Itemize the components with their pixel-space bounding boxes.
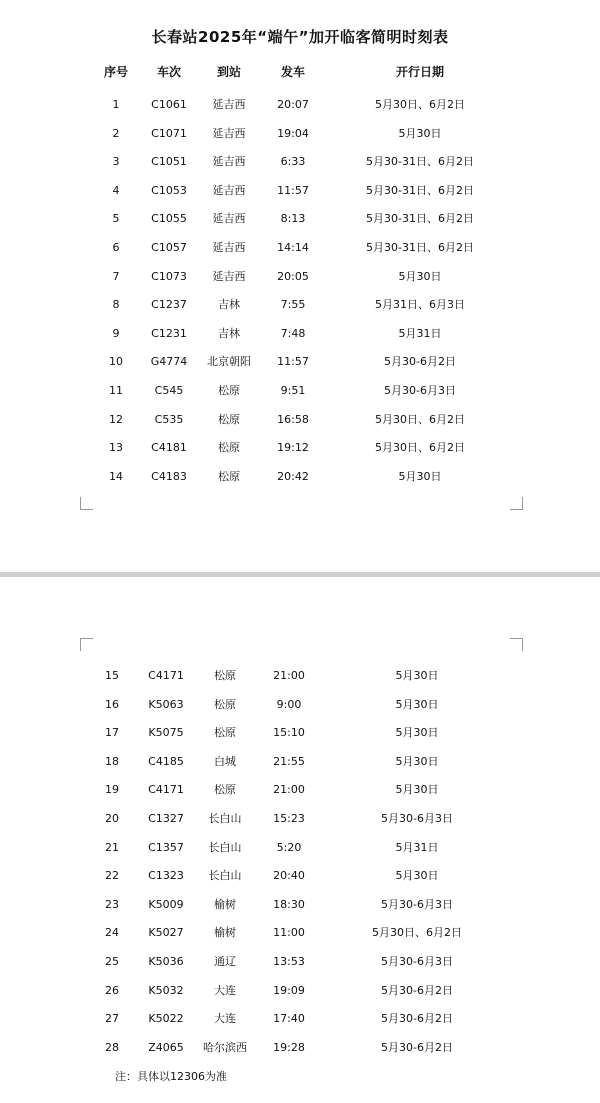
cell-train: K5027 [148, 926, 184, 940]
cell-train: C1071 [151, 126, 187, 140]
table-row [0, 923, 600, 943]
cell-train: Z4065 [148, 1040, 184, 1054]
cell-dest: 长白山 [208, 840, 242, 854]
table-row [0, 238, 600, 258]
cell-train: K5032 [148, 983, 184, 997]
cell-dates: 5月30日 [395, 783, 439, 797]
table-row [0, 1038, 600, 1058]
cell-train: C1073 [151, 269, 187, 283]
footnote: 注：具体以12306为准 [115, 1070, 227, 1083]
cell-seq: 23 [105, 897, 119, 911]
cell-dest: 松原 [214, 783, 236, 797]
cell-seq: 21 [105, 840, 119, 854]
cell-train: C1055 [151, 212, 187, 226]
cell-dates: 5月30-31日、6月2日 [366, 241, 474, 254]
cell-depart: 21:00 [273, 783, 305, 797]
cell-seq: 3 [112, 155, 120, 169]
cell-train: C1057 [151, 241, 187, 254]
page-corner-mark [80, 638, 93, 651]
cell-dest: 榆树 [214, 897, 236, 911]
cell-train: C4181 [151, 441, 187, 455]
cell-seq: 2 [112, 126, 120, 140]
cell-dates: 5月31日、6月3日 [375, 298, 465, 312]
cell-dates: 5月30日 [398, 269, 442, 283]
cell-dest: 延吉西 [212, 155, 246, 169]
cell-train: C1357 [148, 840, 184, 854]
cell-depart: 8:13 [280, 212, 306, 226]
cell-depart: 7:55 [280, 298, 306, 312]
cell-seq: 19 [105, 783, 119, 797]
cell-depart: 14:14 [277, 241, 309, 254]
cell-seq: 9 [112, 326, 120, 340]
cell-seq: 18 [105, 754, 119, 768]
cell-dest: 松原 [218, 384, 240, 397]
cell-dest: 延吉西 [212, 212, 246, 226]
cell-dates: 5月30日 [398, 469, 442, 483]
cell-depart: 11:00 [273, 926, 305, 940]
table-row [0, 295, 600, 315]
table-row [0, 152, 600, 172]
cell-dates: 5月30-6月3日 [384, 384, 456, 397]
cell-train: G4774 [150, 355, 188, 369]
cell-dest: 延吉西 [212, 126, 246, 140]
cell-dest: 哈尔滨西 [203, 1040, 247, 1054]
cell-seq: 11 [109, 384, 123, 397]
cell-depart: 15:10 [273, 726, 305, 740]
cell-dest: 通辽 [214, 955, 236, 968]
cell-depart: 5:20 [276, 840, 302, 854]
cell-dest: 松原 [214, 669, 236, 682]
cell-depart: 9:51 [280, 384, 306, 397]
cell-dest: 榆树 [214, 926, 236, 940]
cell-depart: 15:23 [273, 812, 305, 825]
cell-dest: 长白山 [208, 869, 242, 883]
table-row [0, 410, 600, 430]
cell-train: C4185 [148, 754, 184, 768]
cell-train: K5036 [148, 955, 184, 968]
cell-depart: 20:05 [277, 269, 309, 283]
cell-dest: 松原 [214, 726, 236, 740]
cell-dest: 延吉西 [212, 241, 246, 254]
cell-seq: 28 [105, 1040, 119, 1054]
table-row [0, 695, 600, 715]
table-row [0, 124, 600, 144]
cell-dates: 5月31日 [398, 326, 442, 340]
cell-dest: 白城 [214, 754, 236, 768]
cell-depart: 19:28 [273, 1040, 305, 1054]
cell-depart: 19:12 [277, 441, 309, 455]
cell-seq: 8 [112, 298, 120, 312]
cell-dates: 5月30日 [395, 669, 439, 682]
cell-dest: 大连 [214, 983, 236, 997]
cell-dest: 延吉西 [212, 183, 246, 197]
cell-depart: 9:00 [276, 697, 302, 711]
table-row [0, 895, 600, 915]
cell-dates: 5月30-6月2日 [381, 983, 453, 997]
table-row [0, 952, 600, 972]
table-row [0, 1009, 600, 1029]
header-seq: 序号 [103, 65, 129, 79]
table-row [0, 666, 600, 686]
cell-train: C1323 [148, 869, 184, 883]
table-row [0, 95, 600, 115]
cell-dest: 松原 [218, 412, 240, 426]
cell-seq: 15 [105, 669, 119, 682]
cell-depart: 20:07 [277, 98, 309, 111]
cell-train: K5075 [148, 726, 184, 740]
cell-dates: 5月30-31日、6月2日 [366, 212, 474, 226]
cell-dest: 延吉西 [212, 269, 246, 283]
cell-dest: 吉林 [218, 298, 240, 312]
cell-depart: 21:00 [273, 669, 305, 682]
cell-dest: 大连 [214, 1012, 236, 1026]
table-row [0, 438, 600, 458]
table-row [0, 723, 600, 743]
cell-depart: 6:33 [280, 155, 306, 169]
cell-train: C1237 [151, 298, 187, 312]
table-row [0, 267, 600, 287]
cell-depart: 16:58 [277, 412, 309, 426]
cell-depart: 20:42 [277, 469, 309, 483]
table-row [0, 752, 600, 772]
cell-seq: 10 [109, 355, 123, 369]
cell-train: C4171 [148, 783, 184, 797]
cell-depart: 11:57 [277, 355, 309, 369]
cell-dates: 5月30日、6月2日 [375, 412, 465, 426]
cell-seq: 20 [105, 812, 119, 825]
cell-train: C545 [154, 384, 184, 397]
cell-depart: 21:55 [273, 754, 305, 768]
cell-seq: 27 [105, 1012, 119, 1026]
cell-dest: 长白山 [208, 812, 242, 825]
cell-dates: 5月30日 [395, 726, 439, 740]
cell-dates: 5月30-6月2日 [381, 1012, 453, 1026]
cell-seq: 14 [109, 469, 123, 483]
cell-seq: 26 [105, 983, 119, 997]
table-row [0, 381, 600, 401]
cell-seq: 17 [105, 726, 119, 740]
cell-train: K5063 [148, 697, 184, 711]
cell-depart: 19:09 [273, 983, 305, 997]
cell-dates: 5月30日 [395, 697, 439, 711]
header-train: 车次 [156, 65, 182, 79]
cell-dest: 吉林 [218, 326, 240, 340]
table-row [0, 209, 600, 229]
page-corner-mark [80, 497, 93, 510]
cell-seq: 24 [105, 926, 119, 940]
cell-train: C4171 [148, 669, 184, 682]
cell-depart: 18:30 [273, 897, 305, 911]
cell-depart: 19:04 [277, 126, 309, 140]
cell-depart: 11:57 [277, 183, 309, 197]
cell-dest: 延吉西 [212, 98, 246, 111]
cell-dates: 5月30日、6月2日 [372, 926, 462, 940]
cell-seq: 16 [105, 697, 119, 711]
cell-seq: 12 [109, 412, 123, 426]
cell-train: C1231 [151, 326, 187, 340]
cell-depart: 17:40 [273, 1012, 305, 1026]
cell-dates: 5月30日 [395, 754, 439, 768]
header-dest: 到站 [216, 65, 242, 79]
cell-train: C1053 [151, 183, 187, 197]
cell-dest: 北京朝阳 [207, 355, 251, 369]
cell-dates: 5月30日 [395, 869, 439, 883]
cell-seq: 25 [105, 955, 119, 968]
cell-dates: 5月30日 [398, 126, 442, 140]
cell-train: C535 [154, 412, 184, 426]
cell-depart: 13:53 [273, 955, 305, 968]
page-corner-mark [510, 638, 523, 651]
cell-train: K5009 [148, 897, 184, 911]
table-row [0, 981, 600, 1001]
cell-dates: 5月30日、6月2日 [375, 98, 465, 111]
table-row [0, 324, 600, 344]
table-row [0, 780, 600, 800]
cell-train: C1051 [151, 155, 187, 169]
table-row [0, 809, 600, 829]
table-row [0, 181, 600, 201]
table-row [0, 467, 600, 487]
header-depart: 发车 [280, 65, 306, 79]
cell-seq: 7 [112, 269, 120, 283]
cell-train: C1061 [151, 98, 187, 111]
cell-dates: 5月30-6月3日 [381, 897, 453, 911]
cell-dates: 5月31日 [395, 840, 439, 854]
cell-seq: 6 [112, 241, 120, 254]
cell-seq: 22 [105, 869, 119, 883]
page-corner-mark [510, 497, 523, 510]
cell-dates: 5月30日、6月2日 [375, 441, 465, 455]
cell-seq: 1 [112, 98, 120, 111]
cell-dates: 5月30-31日、6月2日 [366, 183, 474, 197]
cell-dest: 松原 [214, 697, 236, 711]
cell-dest: 松原 [218, 469, 240, 483]
cell-depart: 7:48 [280, 326, 306, 340]
cell-dates: 5月30-6月2日 [381, 1040, 453, 1054]
cell-seq: 5 [112, 212, 120, 226]
cell-dates: 5月30-31日、6月2日 [366, 155, 474, 169]
header-dates: 开行日期 [395, 65, 445, 79]
page-title: 长春站2025年“端午”加开临客简明时刻表 [151, 28, 449, 46]
cell-depart: 20:40 [273, 869, 305, 883]
cell-train: C4183 [151, 469, 187, 483]
cell-dates: 5月30-6月3日 [381, 955, 453, 968]
table-row [0, 866, 600, 886]
cell-seq: 4 [112, 183, 120, 197]
cell-train: C1327 [148, 812, 184, 825]
cell-seq: 13 [109, 441, 123, 455]
cell-dates: 5月30-6月3日 [381, 812, 453, 825]
cell-dates: 5月30-6月2日 [384, 355, 456, 369]
table-row [0, 352, 600, 372]
cell-train: K5022 [148, 1012, 184, 1026]
table-row [0, 838, 600, 858]
cell-dest: 松原 [218, 441, 240, 455]
